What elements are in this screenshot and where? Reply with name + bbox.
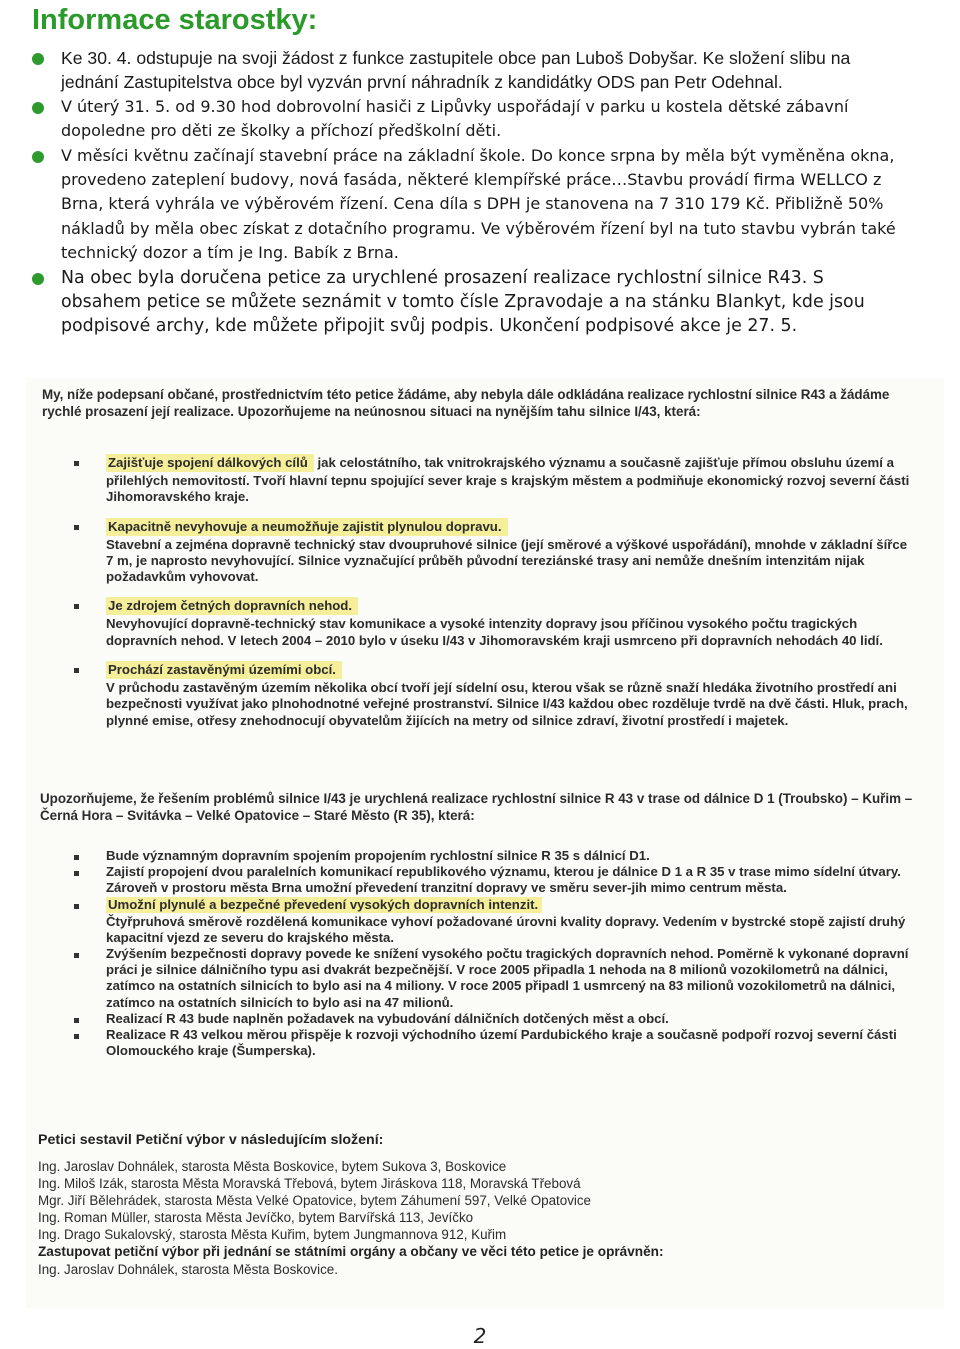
benefit-text: Zvýšením bezpečnosti dopravy povede ke snížení vysokého počtu tragických dopravních nehod. Poměrně k vykonané dopravní práci je silnice dálničního typu asi dvakrát bezpečnější. V roce 2005 připadla 1 nehoda na 8 milionů vozokilometrů na dálnici, zatímco na ostatních silnicích to bylo asi na 4 miliony. V roce 2005 připadl 1 usmrcený na 83 milionů vozokilometrů na dálnici, zatímco na ostatních silnicích to bylo asi na 47 milionů. [106, 946, 909, 1010]
point-text: Nevyhovující dopravně-technický stav komunikace a vysoké intenzity dopravy jsou příčinou vysokého počtu tragických dopravních nehod. V letech 2004 – 2010 bylo v úseku I/43 v Jihomoravském kraji usmrceno při dopravních nehodách 40 lidí. [106, 616, 883, 648]
list-item [70, 518, 918, 586]
page-title: Informace starostky: [32, 4, 318, 36]
benefit-text: Zajistí propojení dvou paralelních komunikací republikového významu, kterou je dálnice D 1 a R 35 v trase mimo sídelní útvary. Zároveň v prostoru města Brna umožní převedení tranzitní dopravy ve směru sever-jih mimo centrum města. [106, 864, 901, 896]
committee-member: Ing. Miloš Izák, starosta Města Moravská Třebová, bytem Jiráskova 118, Moravská Třebová [38, 1176, 581, 1191]
committee-member: Ing. Roman Müller, starosta Města Jevíčko, bytem Barvířská 113, Jevíčko [38, 1210, 474, 1225]
item-text: V měsíci květnu začínají stavební práce na základní škole. Do konce srpna by měla být vyměněna okna, provedeno zateplení budovy, nová fasáda, některé klempířské práce…Stavbu provádí firma WELLCO z Brna, která vyhrála ve výběrovém řízení. Cena díla s DPH je stanovena na 7 310 179 Kč. Přibližně 50% nákladů by měla obec získat z dotačního programu. Ve výběrovém řízení byl na tuto stavbu vybrán také technický dozor a tím je Ing. Babík z Brna. [61, 145, 896, 263]
committee-member: Mgr. Jiří Bělehrádek, starosta Města Velké Opatovice, bytem Záhumení 597, Velké Opatovice [38, 1193, 592, 1208]
petition-scan [26, 378, 944, 1308]
petition-points [70, 454, 918, 741]
list-item [70, 661, 918, 729]
representative: Ing. Jaroslav Dohnálek, starosta Města Boskovice. [38, 1262, 338, 1277]
point-text: V průchodu zastavěným územím několika obcí tvoří její sídelní osu, kterou však se různě snaží hledáka životního prostředí ani bezpečnosti využívat jako plnohodnotné veřejné prostranství. Silnice I/43 každou obec rozděluje tvrdě na dvě části. Hluk, prach, plynné emise, otřesy znehodnocují obyvatelům žijících na metry od silnice zdraví, životní prostředí i majetek. [106, 680, 908, 728]
square-bullet-icon [74, 604, 79, 609]
list-item [70, 454, 918, 506]
representative-heading: Zastupovat petiční výbor při jednání se státními orgány a občany ve věci této petice je oprávněn: [38, 1244, 664, 1259]
committee-list [38, 1158, 918, 1243]
square-bullet-icon [74, 461, 79, 466]
item-text: Ke 30. 4. odstupuje na svoji žádost z funkce zastupitele obce pan Luboš Dobyšar. Ke složení slibu na jednání Zastupitelstva obce byl vyzván první náhradník z kandidátky ODS pan Petr Odehnal. [61, 48, 851, 93]
square-bullet-icon [74, 1034, 79, 1039]
square-bullet-icon [74, 871, 79, 876]
list-item [30, 144, 908, 266]
bullet-icon [32, 102, 44, 114]
benefit-text: Bude významným dopravním spojením propojením rychlostní silnice R 35 s dálnicí D1. [106, 848, 650, 863]
highlight: Prochází zastavěnými územími obcí. [106, 661, 342, 679]
list-item [30, 46, 908, 95]
benefit-text: Realizace R 43 velkou měrou přispěje k rozvoji východního území Pardubického kraje a současně podpoří rozvoj severní části Olomouckého kraje (Šumperska). [106, 1027, 897, 1059]
square-bullet-icon [74, 904, 79, 909]
item-text: Na obec byla doručena petice za urychlené prosazení realizace rychlostní silnice R43. S obsahem petice se můžete seznámit v tomto čísle Zpravodaje a na stánku Blankyt, kde jsou podpisové archy, kde můžete připojit svůj podpis. Ukončení podpisové akce je 27. 5. [61, 267, 865, 337]
list-item [70, 1011, 918, 1027]
list-item [70, 946, 918, 1011]
highlight: Zajišťuje spojení dálkových cílů [106, 454, 314, 472]
committee-heading: Petici sestavil Petiční výbor v následujícím složení: [38, 1132, 384, 1148]
committee-member: Ing. Drago Sukalovský, starosta Města Kuřim, bytem Jungmannova 912, Kuřim [38, 1227, 507, 1242]
list-item [30, 266, 908, 339]
petition-upoz: Upozorňujeme, že řešením problémů silnice I/43 je urychlená realizace rychlostní silnice R 43 v trase od dálnice D 1 (Troubsko) – Kuřim – Černá Hora – Svitávka – Velké Opatovice – Staré Město (R 35), která: [40, 791, 913, 824]
square-bullet-icon [74, 1018, 79, 1023]
list-item [70, 864, 918, 896]
point-text: Stavební a zejména dopravně technický stav dvoupruhové silnice (její směrové a výškové uspořádání), mnohde v základní šířce 7 m, je naprosto nevyhovující. Silnice vyznačující průběh původní tereziánské trasy ani nemůže dnešním intenzitám nijak požadavkům vyhovovat. [106, 536, 908, 585]
list-item [70, 848, 918, 864]
highlight: Kapacitně nevyhovuje a neumožňuje zajistit plynulou dopravu. [106, 518, 508, 536]
list-item [70, 897, 918, 946]
bullet-icon [32, 273, 44, 285]
bullet-icon [32, 151, 44, 163]
benefit-text: Realizací R 43 bude naplněn požadavek na vybudování dálničních dotčených měst a obcí. [106, 1010, 669, 1026]
point-text: jak celostátního, tak vnitrokrajského významu a současně zajišťuje přímou obsluhu území a přilehlých nemovitostí. Tvoří hlavní tepnu spojující sever kraje s krajským městem a podmiňuje ekonomický rozvoj severní části Jihomoravského kraje. [106, 455, 910, 505]
highlight: Je zdrojem četných dopravních nehod. [106, 597, 358, 615]
square-bullet-icon [74, 525, 79, 530]
square-bullet-icon [74, 953, 79, 958]
list-item [70, 1027, 918, 1059]
info-list [30, 46, 908, 339]
petition-benefits [70, 848, 918, 1059]
list-item [70, 597, 918, 649]
list-item [30, 95, 908, 144]
item-text: V úterý 31. 5. od 9.30 hod dobrovolní hasiči z Lipůvky uspořádají v parku u kostela dětské zábavní dopoledne pro děti ze školky a příchozí předškolní děti. [61, 96, 849, 141]
benefit-text: Čtyřpruhová směrově rozdělená komunikace vyhoví požadované úrovni kvality dopravy. Vedením v bystrcké stopě zajistí druhý kapacitní vjezd ze severu do krajského města. [106, 913, 906, 945]
square-bullet-icon [74, 855, 79, 860]
bullet-icon [32, 53, 44, 65]
petition-intro: My, níže podepsaní občané, prostřednictvím této petice žádáme, aby nebyla dále odkládána realizace rychlostní silnice R43 a žádáme rychlé prosazení její realizace. Upozorňujeme na neúnosnou situaci na nynějším tahu silnice I/43, která: [42, 387, 890, 420]
square-bullet-icon [74, 668, 79, 673]
highlight: Umožní plynulé a bezpečné převedení vysokých dopravních intenzit. [106, 897, 542, 913]
page-number: 2 [473, 1324, 487, 1348]
committee-member: Ing. Jaroslav Dohnálek, starosta Města Boskovice, bytem Sukova 3, Boskovice [38, 1159, 507, 1174]
